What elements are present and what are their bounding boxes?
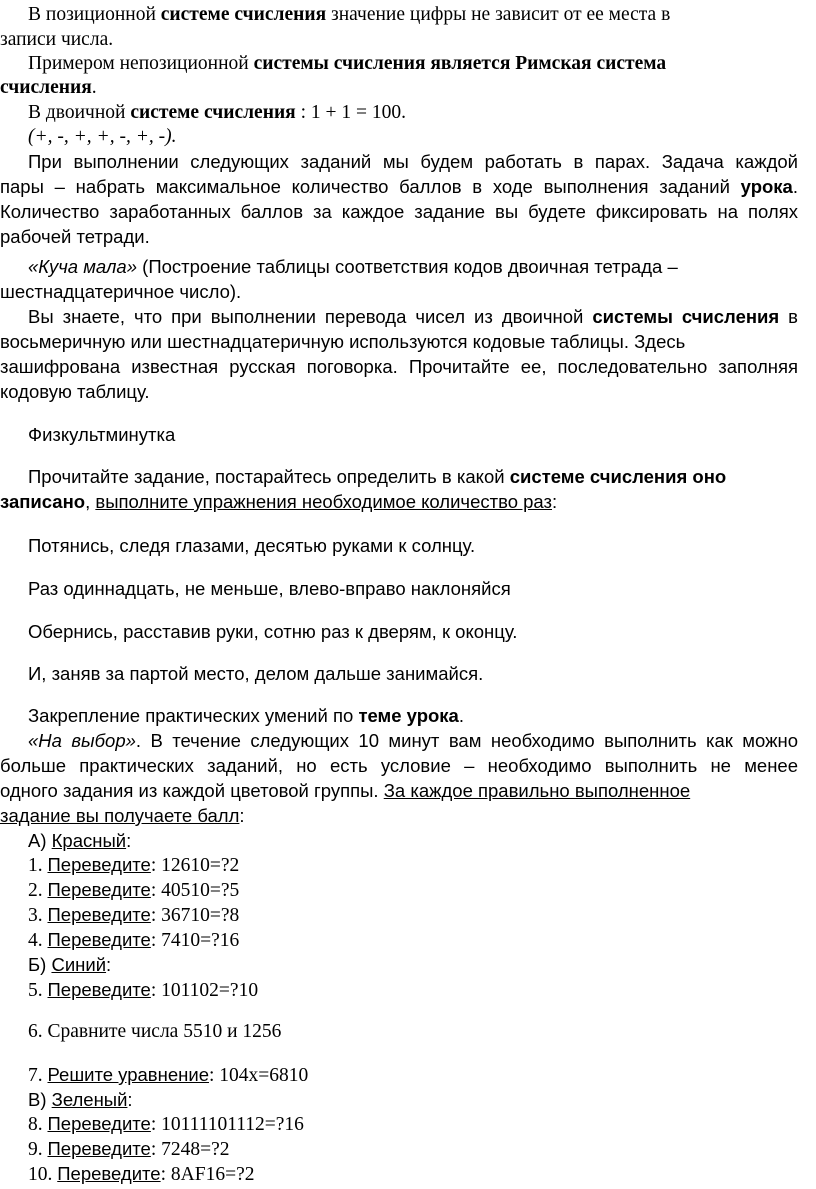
task-item: 8. Переведите: 10111101112=?16 <box>28 1113 304 1135</box>
task-item: 10. Переведите: 8AF16=?2 <box>28 1163 255 1185</box>
text-line: счисления. <box>0 77 97 98</box>
group-blue-heading: Б) Синий: <box>28 954 112 975</box>
text-line: пары – набрать максимальное количество баллов в ходе выполнения заданий урока. <box>0 176 798 197</box>
text-line: «На выбор». В течение следующих 10 минут вам необходимо выполнить как можно <box>28 730 798 751</box>
text-line: одного задания из каждой цветовой группы. За каждое правильно выполненное <box>0 780 691 801</box>
task-item: 1. Переведите: 12610=?2 <box>28 854 240 876</box>
task-item: 2. Переведите: 40510=?5 <box>28 879 240 901</box>
task-item: 3. Переведите: 36710=?8 <box>28 904 240 926</box>
task-item: 6. Сравните числа 5510 и 1256 <box>28 1021 282 1042</box>
text-line: Прочитайте задание, постарайтесь определить в какой системе счисления оно <box>28 466 727 487</box>
group-red-heading: А) Красный: <box>28 830 132 851</box>
text-line: «Куча мала» (Построение таблицы соответствия кодов двоичная тетрада – <box>28 256 678 277</box>
text-line: записано, выполните упражнения необходимое количество раз: <box>0 491 558 512</box>
text-line: кодовую таблицу. <box>0 381 150 402</box>
text-line: рабочей тетради. <box>0 226 150 247</box>
task-item: 9. Переведите: 7248=?2 <box>28 1138 230 1160</box>
section-title: Физкультминутка <box>28 424 176 445</box>
text-line: При выполнении следующих заданий мы будем работать в парах. Задача каждой <box>28 151 798 172</box>
text-line: (+, -, +, +, -, +, -). <box>28 126 177 147</box>
text-line: Закрепление практических умений по теме урока. <box>28 705 464 726</box>
text-line: Количество заработанных баллов за каждое задание вы будете фиксировать на полях <box>0 201 798 222</box>
verse-line: Потянись, следя глазами, десятью руками к солнцу. <box>28 535 476 556</box>
group-green-heading: В) Зеленый: <box>28 1089 133 1110</box>
text-line: Примером непозиционной системы счисления является Римская система <box>28 53 667 74</box>
task-item: 4. Переведите: 7410=?16 <box>28 929 240 951</box>
text-line: больше практических заданий, но есть условие – необходимо выполнить не менее <box>0 755 798 776</box>
text-line: восьмеричную или шестнадцатеричную используются кодовые таблицы. Здесь <box>0 331 686 352</box>
verse-line: И, заняв за партой место, делом дальше занимайся. <box>28 663 484 684</box>
task-item: 7. Решите уравнение: 104x=6810 <box>28 1064 309 1086</box>
text-line: В позиционной системе счисления значение цифры не зависит от ее места в <box>28 4 671 25</box>
verse-line: Обернись, расставив руки, сотню раз к дверям, к оконцу. <box>28 621 518 642</box>
text-line: В двоичной системе счисления : 1 + 1 = 100. <box>28 102 407 123</box>
text-line: шестнадцатеричное число). <box>0 281 242 302</box>
text-line: задание вы получаете балл: <box>0 805 245 826</box>
text-line: зашифрована известная русская поговорка. Прочитайте ее, последовательно заполняя <box>0 356 798 377</box>
verse-line: Раз одиннадцать, не меньше, влево-вправо наклоняйся <box>28 578 511 599</box>
text-line: записи числа. <box>0 29 114 50</box>
task-item: 5. Переведите: 101102=?10 <box>28 979 259 1001</box>
text-line: Вы знаете, что при выполнении перевода чисел из двоичной системы счисления в <box>28 306 799 327</box>
